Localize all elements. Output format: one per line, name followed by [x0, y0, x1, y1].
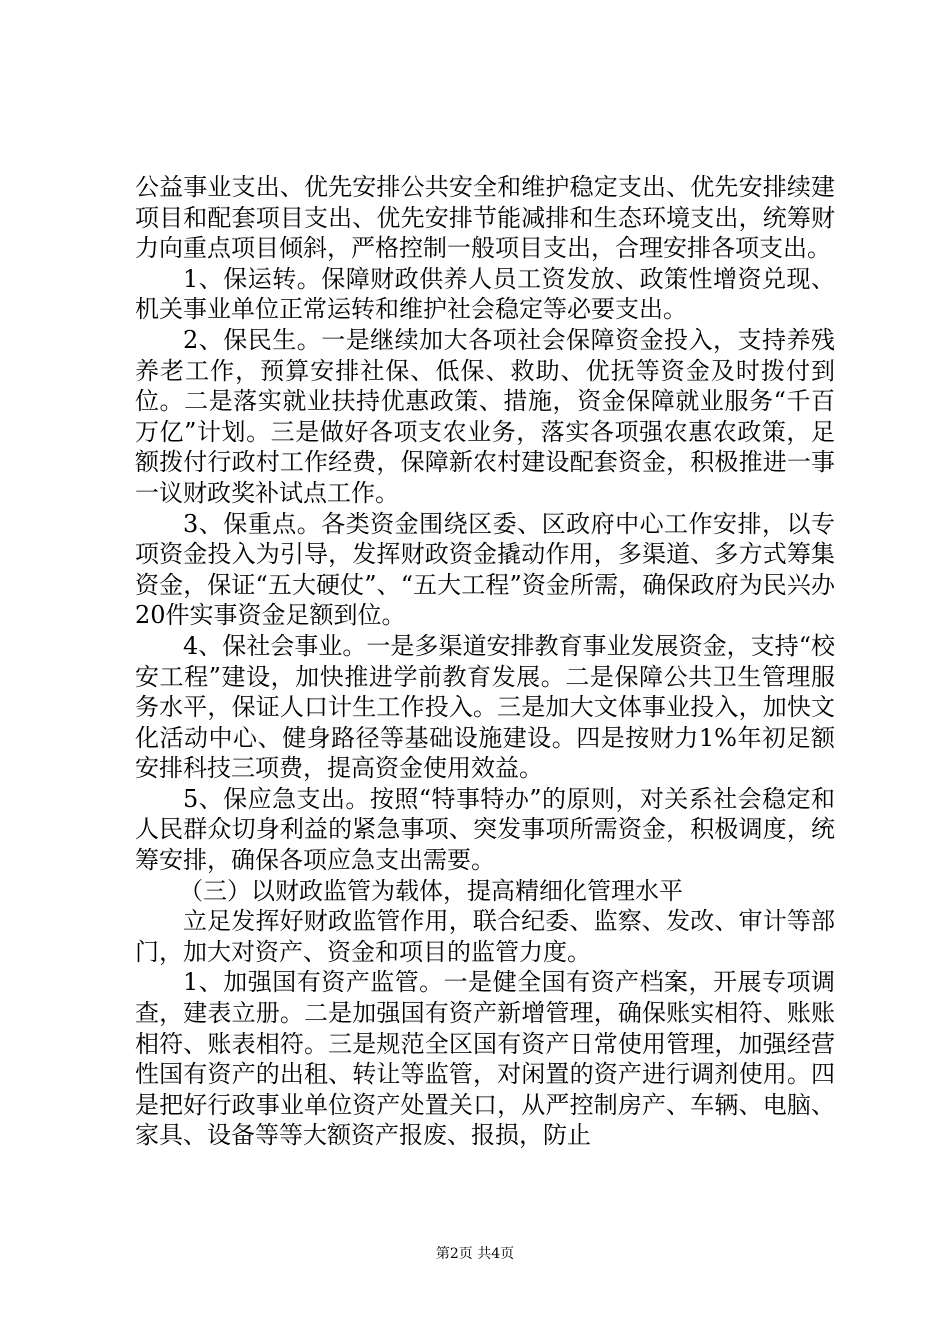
- paragraph-continued: 公益事业支出、优先安排公共安全和维护稳定支出、优先安排续建项目和配套项目支出、优先安排节能减排和生态环境支出，统筹财力向重点项目倾斜，严格控制一般项目支出，合理安排各项支出。: [135, 173, 835, 263]
- paragraph-item-3: 3、保重点。各类资金围绕区委、区政府中心工作安排，以专项资金投入为引导，发挥财政资金撬动作用，多渠道、多方式筹集资金，保证“五大硬仗”、“五大工程”资金所需，确保政府为民兴办20件实事资金足额到位。: [135, 509, 835, 630]
- document-body: [135, 172, 835, 1151]
- page-footer: [0, 1244, 950, 1264]
- section-heading: （三）以财政监管为载体，提高精细化管理水平: [179, 876, 683, 905]
- paragraph-item-1: 1、保运转。保障财政供养人员工资发放、政策性增资兑现、机关事业单位正常运转和维护社会稳定等必要支出。: [135, 264, 835, 324]
- paragraph-item-4: 4、保社会事业。一是多渠道安排教育事业发展资金，支持“校安工程”建设，加快推进学前教育发展。二是保障公共卫生管理服务水平，保证人口计生工作投入。三是加大文体事业投入，加快文化活动中心、健身路径等基础设施建设。四是按财力1%年初足额安排科技三项费，提高资金使用效益。: [135, 631, 835, 783]
- paragraph-item-5: 5、保应急支出。按照“特事特办”的原则，对关系社会稳定和人民群众切身利益的紧急事项、突发事项所需资金，积极调度，统筹安排，确保各项应急支出需要。: [135, 784, 835, 875]
- paragraph-section-intro: 立足发挥好财政监管作用，联合纪委、监察、发改、审计等部门，加大对资产、资金和项目的监管力度。: [135, 907, 835, 966]
- page-number: 第2页 共4页: [435, 1246, 515, 1262]
- paragraph-item-asset-supervision: 1、加强国有资产监管。一是健全国有资产档案，开展专项调查，建表立册。二是加强国有资产新增管理，确保账实相符、账账相符、账表相符。三是规范全区国有资产日常使用管理，加强经营性国有资产的出租、转让等监管，对闲置的资产进行调剂使用。四是把好行政事业单位资产处置关口，从严控制房产、车辆、电脑、家具、设备等等大额资产报废、报损，防止: [135, 968, 835, 1150]
- paragraph-item-2: 2、保民生。一是继续加大各项社会保障资金投入，支持养残养老工作，预算安排社保、低保、救助、优抚等资金及时拨付到位。二是落实就业扶持优惠政策、措施，资金保障就业服务“千百万亿”计划。三是做好各项支农业务，落实各项强农惠农政策，足额拨付行政村工作经费，保障新农村建设配套资金，积极推进一事一议财政奖补试点工作。: [135, 325, 835, 507]
